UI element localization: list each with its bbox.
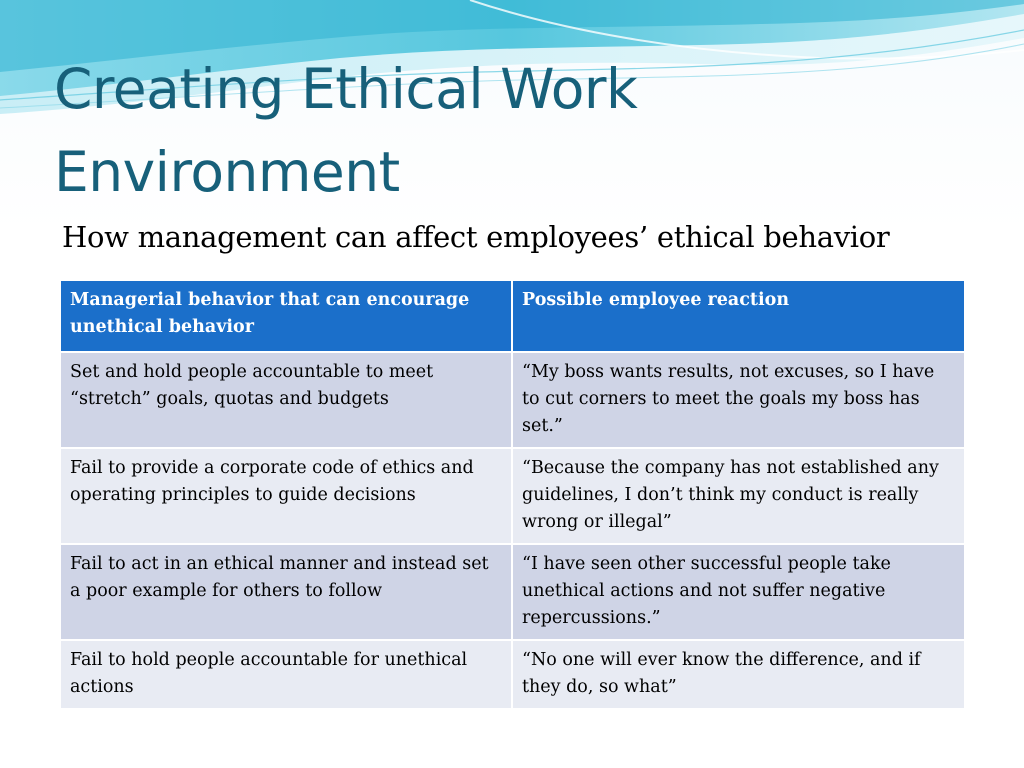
table-row xyxy=(61,352,964,448)
slide-subtitle: How management can affect employees’ ethical behavior xyxy=(62,220,890,254)
table-row xyxy=(61,544,964,640)
reaction-cell: “Because the company has not established any guidelines, I don’t think my conduct is really wrong or illegal” xyxy=(512,448,964,544)
behavior-cell: Set and hold people accountable to meet “stretch” goals, quotas and budgets xyxy=(61,352,512,448)
header-managerial-behavior: Managerial behavior that can encourage unethical behavior xyxy=(61,281,512,352)
slide-title: Creating Ethical Work Environment xyxy=(54,57,638,204)
behavior-reaction-table xyxy=(61,281,964,710)
table-row xyxy=(61,448,964,544)
table-row xyxy=(61,640,964,709)
reaction-cell: “No one will ever know the difference, and if they do, so what” xyxy=(512,640,964,709)
table-header-row xyxy=(61,281,964,352)
reaction-cell: “My boss wants results, not excuses, so I have to cut corners to meet the goals my boss has set.” xyxy=(512,352,964,448)
behavior-cell: Fail to provide a corporate code of ethics and operating principles to guide decisions xyxy=(61,448,512,544)
behavior-cell: Fail to act in an ethical manner and instead set a poor example for others to follow xyxy=(61,544,512,640)
reaction-cell: “I have seen other successful people take unethical actions and not suffer negative repercussions.” xyxy=(512,544,964,640)
behavior-cell: Fail to hold people accountable for unethical actions xyxy=(61,640,512,709)
header-employee-reaction: Possible employee reaction xyxy=(512,281,964,352)
